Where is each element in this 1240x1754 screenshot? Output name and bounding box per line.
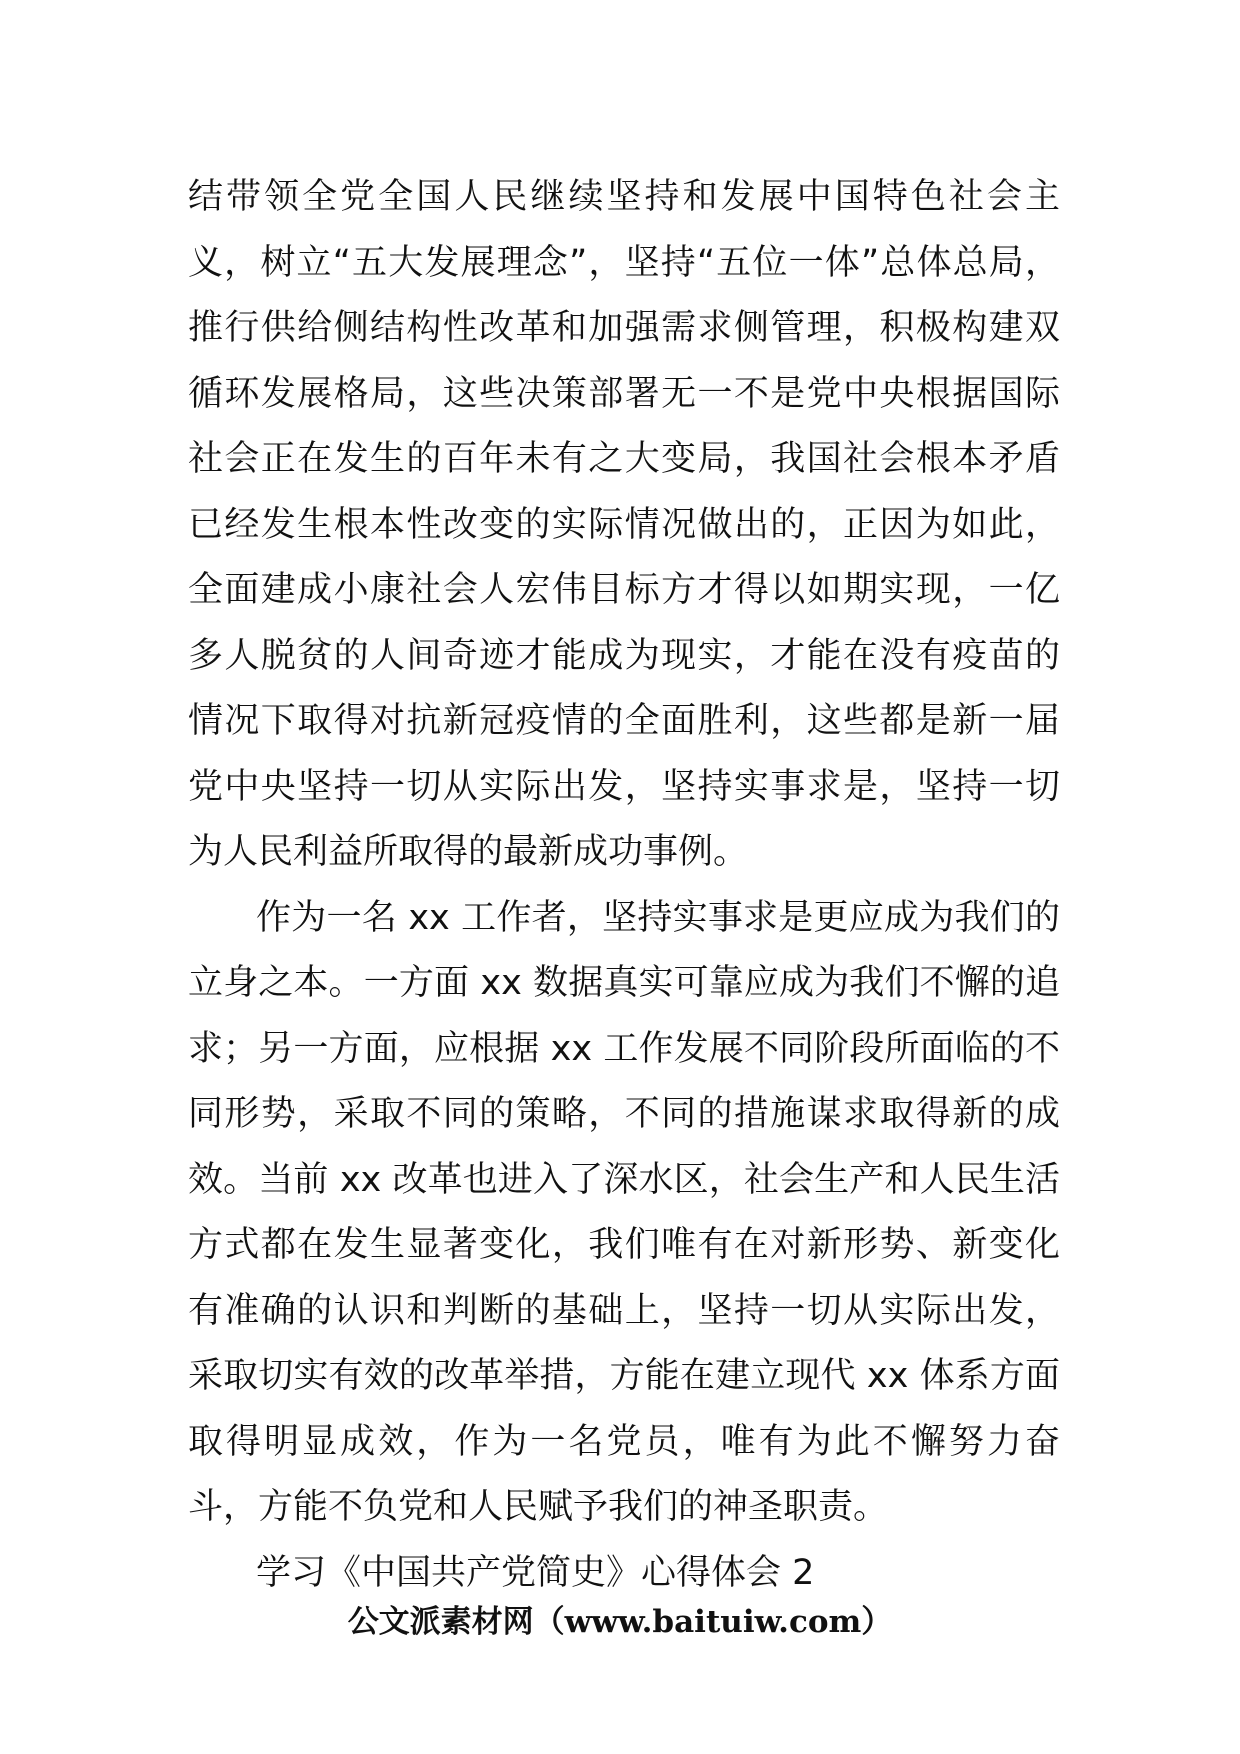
paragraph-worker-duty: 作为一名 xx 工作者，坚持实事求是更应成为我们的立身之本。一方面 xx 数据真实可靠应成为我们不懈的追求；另一方面，应根据 xx 工作发展不同阶段所面临的不同形势，采取不同的策略，不同的措施谋求取得新的成效。当前 xx 改革也进入了深水区，社会生产和人民生活方式都在发生显著变化，我们唯有在对新形势、新变化有准确的认识和判断的基础上，坚持一切从实际出发，采取切实有效的改革举措，方能在建立现代 xx 体系方面取得明显成效，作为一名党员，唯有为此不懈努力奋斗，方能不负党和人民赋予我们的神圣职责。 — [188, 897, 1060, 1527]
document-body — [188, 165, 1060, 1606]
footer-watermark: 公文派素材网（www.baituiw.com） — [347, 1604, 893, 1640]
paragraph-continuation: 结带领全党全国人民继续坚持和发展中国特色社会主义，树立“五大发展理念”，坚持“五位一体”总体总局，推行供给侧结构性改革和加强需求侧管理，积极构建双循环发展格局，这些决策部署无一不是党中央根据国际社会正在发生的百年未有之大变局，我国社会根本矛盾已经发生根本性改变的实际情况做出的，正因为如此，全面建成小康社会人宏伟目标方才得以如期实现，一亿多人脱贫的人间奇迹才能成为现实，才能在没有疫苗的情况下取得对抗新冠疫情的全面胜利，这些都是新一届党中央坚持一切从实际出发，坚持实事求是，坚持一切为人民利益所取得的最新成功事例。 — [188, 177, 1060, 872]
section-heading: 学习《中国共产党简史》心得体会 2 — [256, 1552, 815, 1593]
